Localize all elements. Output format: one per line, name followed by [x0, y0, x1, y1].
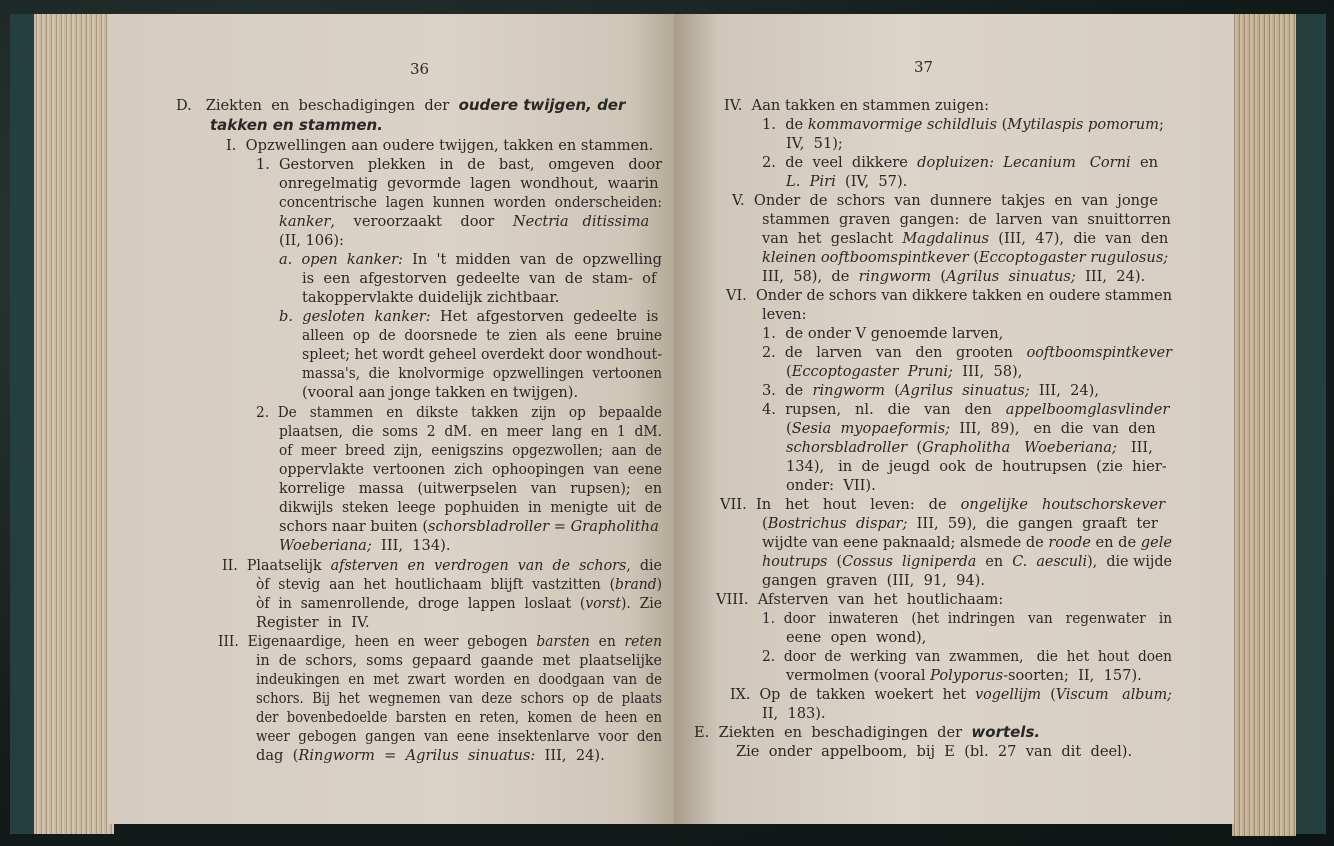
text-line: massa's, die knolvormige opzwellingen vertoonen [302, 365, 663, 382]
text-line: Register in IV. [256, 614, 370, 631]
text-line: (Sesia myopaeformis; III, 89), en die van den [786, 420, 1156, 437]
text-line: dikwijls steken leege pophuiden in menigte uit de [279, 499, 663, 516]
text-line: onder: VII). [786, 477, 876, 494]
text-line: D. Ziekten en beschadigingen der oudere twijgen, der [176, 96, 626, 114]
text-line: vermolmen (vooral Polyporus-soorten; II, 157). [786, 667, 1142, 684]
text-line: IV, 51); [786, 135, 843, 152]
text-line: III, 58), de ringworm (Agrilus sinuatus; III, 24). [762, 268, 1146, 285]
text-line: takoppervlakte duidelijk zichtbaar. [302, 289, 560, 306]
page-edges-left [34, 14, 114, 834]
text-line: eene open wond), [786, 629, 927, 646]
text-line: L. Piri (IV, 57). [786, 173, 908, 190]
text-line: gangen graven (III, 91, 94). [762, 572, 985, 589]
text-line: concentrische lagen kunnen worden onderscheiden: [279, 194, 662, 211]
text-line: II. Plaatselijk afsterven en verdrogen van de schors, die [222, 557, 663, 574]
text-line: Woeberiana; III, 134). [279, 537, 451, 554]
text-line: IX. Op de takken woekert het vogellijm (Viscum album; [730, 686, 1173, 703]
text-line: schorsbladroller (Grapholitha Woeberiana; III, [786, 439, 1153, 456]
text-line: of meer breed zijn, eenigszins opgezwollen; aan de [279, 442, 663, 459]
text-line: E. Ziekten en beschadigingen der wortels. [694, 723, 1041, 741]
text-line: oppervlakte vertoonen zich ophoopingen van eene [279, 461, 662, 478]
text-line: takken en stammen. [210, 116, 383, 134]
text-line: schors. Bij het wegnemen van deze schors op de plaats [256, 690, 663, 707]
text-line: b. gesloten kanker: Het afgestorven gedeelte is [279, 308, 659, 325]
text-line: II, 183). [762, 705, 826, 722]
text-line: VI. Onder de schors van dikkere takken en oudere stammen [726, 287, 1173, 304]
text-line: plaatsen, die soms 2 dM. en meer lang en 1 dM. [279, 423, 662, 440]
text-line: VII. In het hout leven: de ongelijke houtschorskever [720, 496, 1166, 513]
text-line: 2. door de werking van zwammen, die het hout doen [762, 648, 1173, 665]
text-line: stammen graven gangen: de larven van snuittorren [762, 211, 1171, 228]
text-line: òf stevig aan het houtlichaam blijft vastzitten (brand) [256, 576, 663, 593]
text-line: alleen op de doorsnede te zien als eene bruine [302, 327, 662, 344]
text-line: V. Onder de schors van dunnere takjes en van jonge [732, 192, 1158, 209]
text-line: 3. de ringworm (Agrilus sinuatus; III, 24), [762, 382, 1100, 399]
text-line: leven: [762, 306, 807, 323]
text-line: 1. door inwateren (het indringen van regenwater in [762, 610, 1172, 627]
text-line: VIII. Afsterven van het houtlichaam: [716, 591, 1004, 608]
text-line: spleet; het wordt geheel overdekt door wondhout- [302, 346, 663, 363]
text-line: 1. Gestorven plekken in de bast, omgeven door [256, 156, 663, 173]
text-line: (Eccoptogaster Pruni; III, 58), [786, 363, 1023, 380]
text-line: 1. de kommavormige schildluis (Mytilaspis pomorum; [762, 116, 1164, 133]
text-line: indeukingen en met zwart worden en doodgaan van de [256, 671, 663, 688]
text-line: dag (Ringworm = Agrilus sinuatus: III, 24). [256, 747, 605, 764]
text-line: 2. de larven van den grooten ooftboomspintkever [762, 344, 1172, 361]
right-page-number: 37 [914, 58, 934, 76]
text-line: onregelmatig gevormde lagen wondhout, waarin [279, 175, 659, 192]
text-line: kanker, veroorzaakt door Nectria ditissima [279, 213, 650, 230]
text-line: Zie onder appelboom, bij E (bl. 27 van dit deel). [736, 743, 1133, 760]
text-line: van het geslacht Magdalinus (III, 47), die van den [762, 230, 1169, 247]
text-line: korrelige massa (uitwerpselen van rupsen); en [279, 480, 663, 497]
text-line: wijdte van eene paknaald; alsmede de roode en de gele [762, 534, 1172, 551]
text-line: houtrups (Cossus ligniperda en C. aesculi), die wijde [762, 553, 1172, 570]
text-line: schors naar buiten (schorsbladroller = Grapholitha [279, 518, 659, 535]
text-line: 4. rupsen, nl. die van den appelboomglasvlinder [762, 401, 1170, 418]
text-line: (II, 106): [279, 232, 344, 249]
text-line: weer gebogen gangen van eene insektenlarve voor den [256, 728, 663, 745]
text-line: (vooral aan jonge takken en twijgen). [302, 384, 579, 401]
text-line: der bovenbedoelde barsten en reten, komen de heen en [256, 709, 663, 726]
text-line: in de schors, soms gepaard gaande met plaatselijke [256, 652, 662, 669]
text-line: 2. De stammen en dikste takken zijn op bepaalde [256, 404, 663, 421]
text-line: (Bostrichus dispar; III, 59), die gangen graaft ter [762, 515, 1158, 532]
text-line: òf in samenrollende, droge lappen loslaat (vorst). Zie [256, 595, 662, 612]
text-line: 1. de onder V genoemde larven, [762, 325, 1004, 342]
text-line: kleinen ooftboomspintkever (Eccoptogaster rugulosus; [762, 249, 1169, 266]
text-line: 134), in de jeugd ook de houtrupsen (zie hier- [786, 458, 1167, 475]
page-edges-right [1232, 14, 1296, 836]
text-line: is een afgestorven gedeelte van de stam- of [302, 270, 657, 287]
text-line: 2. de veel dikkere dopluizen: Lecanium Corni en [762, 154, 1159, 171]
left-page-number: 36 [410, 60, 430, 78]
text-line: III. Eigenaardige, heen en weer gebogen barsten en reten [218, 633, 663, 650]
text-line: a. open kanker: In 't midden van de opzwelling [279, 251, 662, 268]
text-line: IV. Aan takken en stammen zuigen: [724, 97, 990, 114]
text-line: I. Opzwellingen aan oudere twijgen, takken en stammen. [226, 137, 654, 154]
